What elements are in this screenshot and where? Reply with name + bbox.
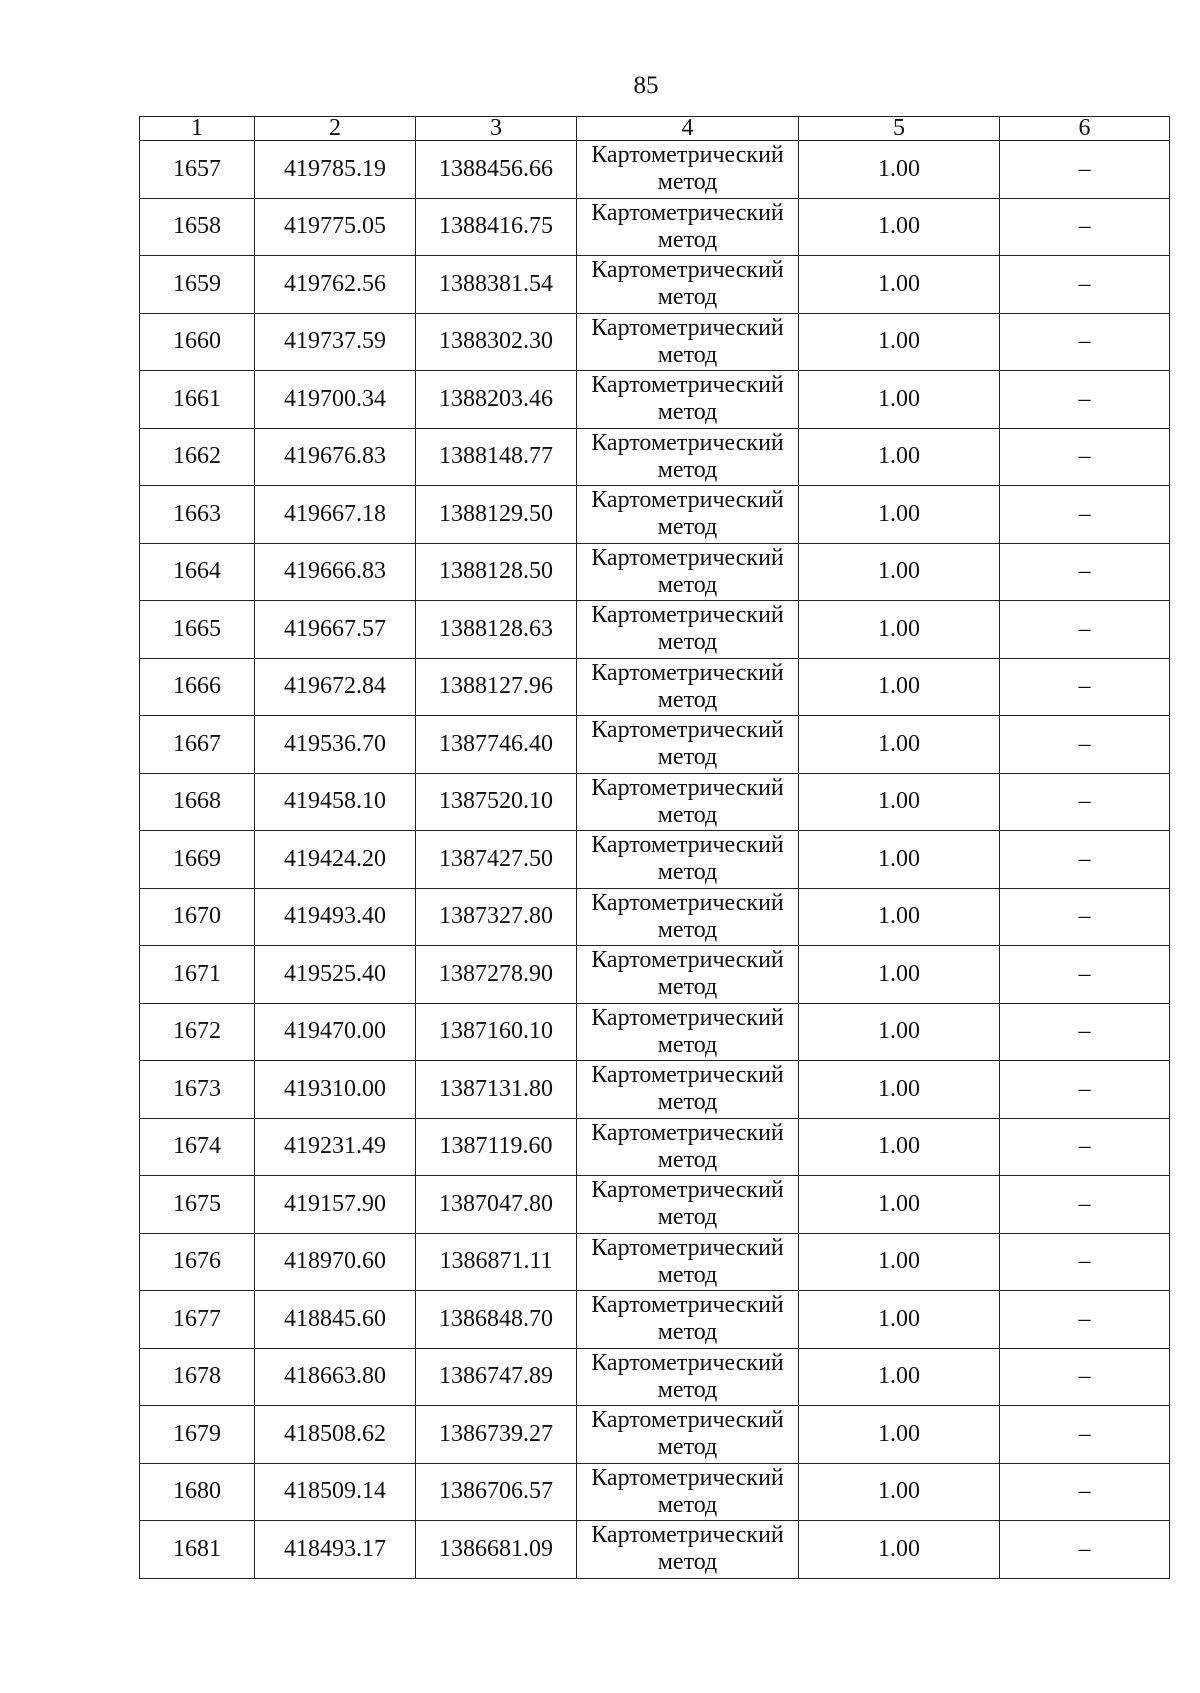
method-text: Картометрический — [591, 199, 784, 226]
x-coordinate-cell: 419775.05 — [255, 198, 416, 256]
method-cell — [577, 773, 799, 831]
accuracy-cell: 1.00 — [799, 1118, 1000, 1176]
method-text: Картометрический — [591, 947, 784, 974]
table-row — [140, 486, 1170, 544]
point-number-cell: 1672 — [140, 1003, 255, 1061]
method-cell — [577, 1463, 799, 1521]
table-row — [140, 1291, 1170, 1349]
x-coordinate-cell: 419424.20 — [255, 831, 416, 889]
y-coordinate-cell: 1387160.10 — [416, 1003, 577, 1061]
table-body — [140, 141, 1170, 1579]
note-cell: – — [1000, 1118, 1170, 1176]
method-text: Картометрический — [591, 314, 784, 341]
table-row — [140, 256, 1170, 314]
x-coordinate-cell: 419667.18 — [255, 486, 416, 544]
method-cell — [577, 428, 799, 486]
method-text: метод — [657, 744, 718, 771]
method-text: Картометрический — [591, 429, 784, 456]
x-coordinate-cell: 418509.14 — [255, 1463, 416, 1521]
note-cell: – — [1000, 1233, 1170, 1291]
x-coordinate-cell: 418845.60 — [255, 1291, 416, 1349]
point-number-cell: 1657 — [140, 141, 255, 199]
column-header: 3 — [416, 117, 577, 141]
method-text: Картометрический — [591, 487, 784, 514]
method-text: Картометрический — [591, 889, 784, 916]
table-row — [140, 371, 1170, 429]
method-text: метод — [657, 859, 718, 886]
method-cell — [577, 1233, 799, 1291]
y-coordinate-cell: 1388302.30 — [416, 313, 577, 371]
method-cell — [577, 888, 799, 946]
point-number-cell: 1666 — [140, 658, 255, 716]
table-row — [140, 428, 1170, 486]
note-cell: – — [1000, 1291, 1170, 1349]
y-coordinate-cell: 1387327.80 — [416, 888, 577, 946]
x-coordinate-cell: 419470.00 — [255, 1003, 416, 1061]
point-number-cell: 1663 — [140, 486, 255, 544]
note-cell: – — [1000, 946, 1170, 1004]
x-coordinate-cell: 419737.59 — [255, 313, 416, 371]
point-number-cell: 1660 — [140, 313, 255, 371]
note-cell: – — [1000, 716, 1170, 774]
method-text: метод — [657, 1376, 718, 1403]
note-cell: – — [1000, 1003, 1170, 1061]
method-cell — [577, 1348, 799, 1406]
column-header: 4 — [577, 117, 799, 141]
table-row — [140, 1406, 1170, 1464]
y-coordinate-cell: 1387131.80 — [416, 1061, 577, 1119]
method-text: метод — [657, 686, 718, 713]
x-coordinate-cell: 419525.40 — [255, 946, 416, 1004]
y-coordinate-cell: 1386848.70 — [416, 1291, 577, 1349]
method-text: Картометрический — [591, 602, 784, 629]
point-number-cell: 1679 — [140, 1406, 255, 1464]
y-coordinate-cell: 1388416.75 — [416, 198, 577, 256]
point-number-cell: 1676 — [140, 1233, 255, 1291]
y-coordinate-cell: 1386747.89 — [416, 1348, 577, 1406]
x-coordinate-cell: 419672.84 — [255, 658, 416, 716]
method-text: метод — [657, 226, 718, 253]
method-cell — [577, 1406, 799, 1464]
method-cell — [577, 658, 799, 716]
method-text: Картометрический — [591, 1464, 784, 1491]
note-cell: – — [1000, 1463, 1170, 1521]
note-cell: – — [1000, 543, 1170, 601]
method-text: Картометрический — [591, 1177, 784, 1204]
y-coordinate-cell: 1387427.50 — [416, 831, 577, 889]
method-cell — [577, 1118, 799, 1176]
accuracy-cell: 1.00 — [799, 1176, 1000, 1234]
method-cell — [577, 1176, 799, 1234]
method-cell — [577, 486, 799, 544]
note-cell: – — [1000, 371, 1170, 429]
y-coordinate-cell: 1387047.80 — [416, 1176, 577, 1234]
method-text: Картометрический — [591, 1004, 784, 1031]
method-cell — [577, 946, 799, 1004]
method-text: метод — [657, 456, 718, 483]
note-cell: – — [1000, 831, 1170, 889]
column-header: 6 — [1000, 117, 1170, 141]
y-coordinate-cell: 1387746.40 — [416, 716, 577, 774]
note-cell: – — [1000, 486, 1170, 544]
table-row — [140, 543, 1170, 601]
method-cell — [577, 371, 799, 429]
accuracy-cell: 1.00 — [799, 1061, 1000, 1119]
table-row — [140, 773, 1170, 831]
accuracy-cell: 1.00 — [799, 371, 1000, 429]
table-row — [140, 1348, 1170, 1406]
point-number-cell: 1662 — [140, 428, 255, 486]
x-coordinate-cell: 419666.83 — [255, 543, 416, 601]
point-number-cell: 1675 — [140, 1176, 255, 1234]
y-coordinate-cell: 1388128.50 — [416, 543, 577, 601]
method-text: метод — [657, 169, 718, 196]
accuracy-cell: 1.00 — [799, 946, 1000, 1004]
method-cell — [577, 1291, 799, 1349]
note-cell: – — [1000, 256, 1170, 314]
accuracy-cell: 1.00 — [799, 1233, 1000, 1291]
table-row — [140, 313, 1170, 371]
table-row — [140, 946, 1170, 1004]
point-number-cell: 1661 — [140, 371, 255, 429]
method-text: метод — [657, 341, 718, 368]
method-text: Картометрический — [591, 1407, 784, 1434]
note-cell: – — [1000, 313, 1170, 371]
method-cell — [577, 601, 799, 659]
accuracy-cell: 1.00 — [799, 486, 1000, 544]
accuracy-cell: 1.00 — [799, 888, 1000, 946]
point-number-cell: 1658 — [140, 198, 255, 256]
note-cell: – — [1000, 888, 1170, 946]
column-header: 2 — [255, 117, 416, 141]
point-number-cell: 1678 — [140, 1348, 255, 1406]
method-text: метод — [657, 1261, 718, 1288]
y-coordinate-cell: 1388127.96 — [416, 658, 577, 716]
method-text: Картометрический — [591, 1349, 784, 1376]
method-cell — [577, 1061, 799, 1119]
y-coordinate-cell: 1387119.60 — [416, 1118, 577, 1176]
method-cell — [577, 543, 799, 601]
method-text: метод — [657, 801, 718, 828]
method-text: Картометрический — [591, 1119, 784, 1146]
method-text: метод — [657, 1031, 718, 1058]
y-coordinate-cell: 1388381.54 — [416, 256, 577, 314]
x-coordinate-cell: 418663.80 — [255, 1348, 416, 1406]
point-number-cell: 1677 — [140, 1291, 255, 1349]
method-text: Картометрический — [591, 832, 784, 859]
x-coordinate-cell: 418493.17 — [255, 1521, 416, 1579]
y-coordinate-cell: 1386681.09 — [416, 1521, 577, 1579]
method-cell — [577, 1003, 799, 1061]
method-cell — [577, 313, 799, 371]
y-coordinate-cell: 1388203.46 — [416, 371, 577, 429]
table-row — [140, 1176, 1170, 1234]
method-text: Картометрический — [591, 372, 784, 399]
method-text: метод — [657, 1146, 718, 1173]
point-number-cell: 1674 — [140, 1118, 255, 1176]
y-coordinate-cell: 1388129.50 — [416, 486, 577, 544]
table-row — [140, 1463, 1170, 1521]
method-text: Картометрический — [591, 142, 784, 169]
method-text: метод — [657, 1319, 718, 1346]
method-text: Картометрический — [591, 544, 784, 571]
note-cell: – — [1000, 658, 1170, 716]
accuracy-cell: 1.00 — [799, 1291, 1000, 1349]
method-text: Картометрический — [591, 659, 784, 686]
note-cell: – — [1000, 198, 1170, 256]
accuracy-cell: 1.00 — [799, 716, 1000, 774]
method-cell — [577, 831, 799, 889]
note-cell: – — [1000, 1406, 1170, 1464]
method-text: Картометрический — [591, 1292, 784, 1319]
method-text: Картометрический — [591, 717, 784, 744]
table-row — [140, 831, 1170, 889]
x-coordinate-cell: 419676.83 — [255, 428, 416, 486]
table-row — [140, 601, 1170, 659]
point-number-cell: 1669 — [140, 831, 255, 889]
accuracy-cell: 1.00 — [799, 543, 1000, 601]
y-coordinate-cell: 1386739.27 — [416, 1406, 577, 1464]
table-row — [140, 1233, 1170, 1291]
note-cell: – — [1000, 773, 1170, 831]
x-coordinate-cell: 419231.49 — [255, 1118, 416, 1176]
method-cell — [577, 716, 799, 774]
accuracy-cell: 1.00 — [799, 198, 1000, 256]
accuracy-cell: 1.00 — [799, 773, 1000, 831]
table-row — [140, 716, 1170, 774]
x-coordinate-cell: 419785.19 — [255, 141, 416, 199]
point-number-cell: 1671 — [140, 946, 255, 1004]
accuracy-cell: 1.00 — [799, 601, 1000, 659]
x-coordinate-cell: 419458.10 — [255, 773, 416, 831]
method-text: Картометрический — [591, 774, 784, 801]
x-coordinate-cell: 419310.00 — [255, 1061, 416, 1119]
y-coordinate-cell: 1387520.10 — [416, 773, 577, 831]
accuracy-cell: 1.00 — [799, 1463, 1000, 1521]
table-row — [140, 1521, 1170, 1579]
method-text: метод — [657, 1204, 718, 1231]
coordinates-table — [139, 116, 1170, 1579]
point-number-cell: 1667 — [140, 716, 255, 774]
method-text: метод — [657, 284, 718, 311]
table-row — [140, 888, 1170, 946]
table-row — [140, 1003, 1170, 1061]
table-row — [140, 141, 1170, 199]
y-coordinate-cell: 1388148.77 — [416, 428, 577, 486]
note-cell: – — [1000, 1521, 1170, 1579]
note-cell: – — [1000, 1176, 1170, 1234]
y-coordinate-cell: 1386871.11 — [416, 1233, 577, 1291]
method-text: метод — [657, 974, 718, 1001]
point-number-cell: 1668 — [140, 773, 255, 831]
accuracy-cell: 1.00 — [799, 313, 1000, 371]
point-number-cell: 1680 — [140, 1463, 255, 1521]
table-row — [140, 1118, 1170, 1176]
accuracy-cell: 1.00 — [799, 831, 1000, 889]
y-coordinate-cell: 1388128.63 — [416, 601, 577, 659]
point-number-cell: 1659 — [140, 256, 255, 314]
point-number-cell: 1670 — [140, 888, 255, 946]
note-cell: – — [1000, 1348, 1170, 1406]
x-coordinate-cell: 419536.70 — [255, 716, 416, 774]
method-cell — [577, 256, 799, 314]
x-coordinate-cell: 419493.40 — [255, 888, 416, 946]
method-cell — [577, 1521, 799, 1579]
table-row — [140, 658, 1170, 716]
table-row — [140, 1061, 1170, 1119]
accuracy-cell: 1.00 — [799, 141, 1000, 199]
method-text: Картометрический — [591, 257, 784, 284]
table-row — [140, 198, 1170, 256]
header-row — [140, 117, 1170, 141]
method-cell — [577, 141, 799, 199]
accuracy-cell: 1.00 — [799, 1003, 1000, 1061]
x-coordinate-cell: 418508.62 — [255, 1406, 416, 1464]
y-coordinate-cell: 1387278.90 — [416, 946, 577, 1004]
x-coordinate-cell: 419157.90 — [255, 1176, 416, 1234]
method-text: Картометрический — [591, 1062, 784, 1089]
method-text: метод — [657, 571, 718, 598]
note-cell: – — [1000, 601, 1170, 659]
x-coordinate-cell: 419762.56 — [255, 256, 416, 314]
accuracy-cell: 1.00 — [799, 1521, 1000, 1579]
point-number-cell: 1665 — [140, 601, 255, 659]
method-text: Картометрический — [591, 1522, 784, 1549]
x-coordinate-cell: 418970.60 — [255, 1233, 416, 1291]
method-text: метод — [657, 1434, 718, 1461]
accuracy-cell: 1.00 — [799, 658, 1000, 716]
point-number-cell: 1681 — [140, 1521, 255, 1579]
y-coordinate-cell: 1388456.66 — [416, 141, 577, 199]
method-text: метод — [657, 1089, 718, 1116]
x-coordinate-cell: 419667.57 — [255, 601, 416, 659]
method-text: метод — [657, 629, 718, 656]
page-number: 85 — [633, 72, 659, 99]
y-coordinate-cell: 1386706.57 — [416, 1463, 577, 1521]
accuracy-cell: 1.00 — [799, 1348, 1000, 1406]
point-number-cell: 1664 — [140, 543, 255, 601]
point-number-cell: 1673 — [140, 1061, 255, 1119]
note-cell: – — [1000, 428, 1170, 486]
accuracy-cell: 1.00 — [799, 256, 1000, 314]
note-cell: – — [1000, 141, 1170, 199]
method-text: метод — [657, 399, 718, 426]
x-coordinate-cell: 419700.34 — [255, 371, 416, 429]
method-text: метод — [657, 514, 718, 541]
method-text: Картометрический — [591, 1234, 784, 1261]
note-cell: – — [1000, 1061, 1170, 1119]
method-text: метод — [657, 1491, 718, 1518]
method-cell — [577, 198, 799, 256]
accuracy-cell: 1.00 — [799, 1406, 1000, 1464]
method-text: метод — [657, 916, 718, 943]
accuracy-cell: 1.00 — [799, 428, 1000, 486]
column-header: 1 — [140, 117, 255, 141]
method-text: метод — [657, 1549, 718, 1576]
column-header: 5 — [799, 117, 1000, 141]
